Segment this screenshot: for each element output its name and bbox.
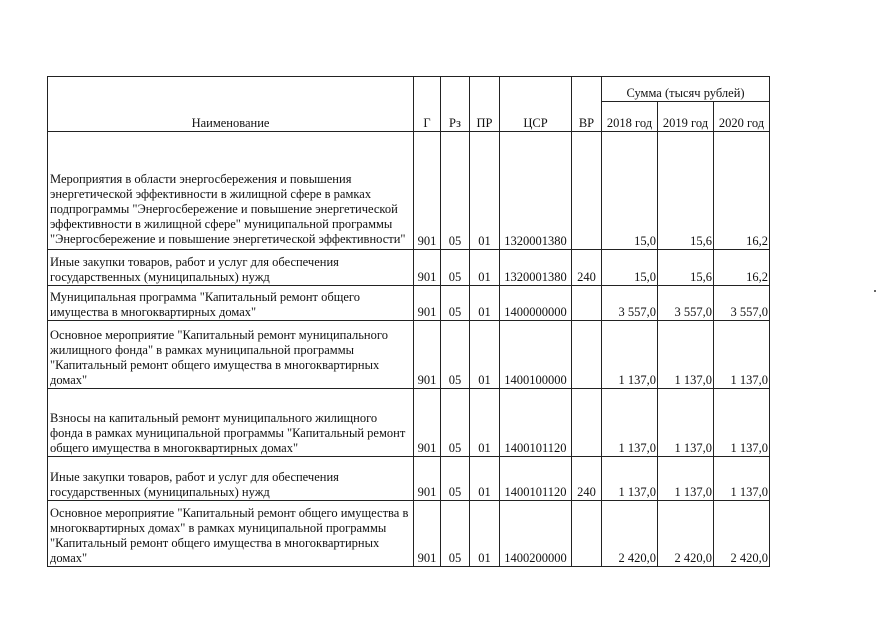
row-name: Основное мероприятие "Капитальный ремонт муниципального жилищного фонда" в рамках муниципальной программы "Капитальный ремонт общего имущества в многоквартирных домах"	[48, 321, 414, 389]
row-csr: 1320001380	[500, 132, 572, 250]
row-pr: 01	[470, 501, 500, 567]
row-rz: 05	[441, 457, 470, 501]
row-csr: 1400101120	[500, 457, 572, 501]
table-row	[48, 321, 770, 389]
row-pr: 01	[470, 286, 500, 321]
row-value-2019: 15,6	[658, 250, 714, 286]
row-pr: 01	[470, 389, 500, 457]
header-year-2020: 2020 год	[714, 102, 770, 132]
row-g: 901	[414, 286, 441, 321]
row-pr: 01	[470, 457, 500, 501]
row-rz: 05	[441, 321, 470, 389]
row-g: 901	[414, 250, 441, 286]
row-csr: 1400200000	[500, 501, 572, 567]
row-g: 901	[414, 501, 441, 567]
row-value-2020: 3 557,0	[714, 286, 770, 321]
row-value-2020: 16,2	[714, 250, 770, 286]
row-g: 901	[414, 389, 441, 457]
row-value-2020: 1 137,0	[714, 321, 770, 389]
row-vr: 240	[572, 250, 602, 286]
row-name: Основное мероприятие "Капитальный ремонт общего имущества в многоквартирных домах" в рамках муниципальной программы "Капитальный ремонт общего имущества в многоквартирных домах"	[48, 501, 414, 567]
row-value-2019: 3 557,0	[658, 286, 714, 321]
row-value-2018: 1 137,0	[602, 457, 658, 501]
row-rz: 05	[441, 250, 470, 286]
header-vr: ВР	[572, 77, 602, 132]
row-g: 901	[414, 132, 441, 250]
row-value-2019: 15,6	[658, 132, 714, 250]
header-row-top	[48, 77, 770, 102]
row-vr	[572, 389, 602, 457]
row-vr	[572, 286, 602, 321]
row-rz: 05	[441, 389, 470, 457]
table-row	[48, 250, 770, 286]
header-year-2018: 2018 год	[602, 102, 658, 132]
row-rz: 05	[441, 286, 470, 321]
row-value-2019: 2 420,0	[658, 501, 714, 567]
header-pr: ПР	[470, 77, 500, 132]
header-csr: ЦСР	[500, 77, 572, 132]
row-rz: 05	[441, 501, 470, 567]
row-pr: 01	[470, 132, 500, 250]
table-row	[48, 457, 770, 501]
header-g: Г	[414, 77, 441, 132]
row-name: Иные закупки товаров, работ и услуг для обеспечения государственных (муниципальных) нужд	[48, 457, 414, 501]
row-name: Муниципальная программа "Капитальный ремонт общего имущества в многоквартирных домах"	[48, 286, 414, 321]
row-csr: 1400101120	[500, 389, 572, 457]
row-csr: 1400000000	[500, 286, 572, 321]
header-sum: Сумма (тысяч рублей)	[602, 77, 770, 102]
row-csr: 1320001380	[500, 250, 572, 286]
row-name: Иные закупки товаров, работ и услуг для обеспечения государственных (муниципальных) нужд	[48, 250, 414, 286]
row-vr	[572, 501, 602, 567]
row-value-2019: 1 137,0	[658, 321, 714, 389]
row-pr: 01	[470, 250, 500, 286]
table-row	[48, 286, 770, 321]
row-vr	[572, 132, 602, 250]
row-value-2018: 2 420,0	[602, 501, 658, 567]
header-year-2019: 2019 год	[658, 102, 714, 132]
table-row	[48, 389, 770, 457]
row-rz: 05	[441, 132, 470, 250]
row-csr: 1400100000	[500, 321, 572, 389]
row-value-2020: 16,2	[714, 132, 770, 250]
row-value-2020: 1 137,0	[714, 457, 770, 501]
header-rz: Рз	[441, 77, 470, 132]
row-value-2018: 15,0	[602, 132, 658, 250]
row-value-2020: 1 137,0	[714, 389, 770, 457]
row-vr	[572, 321, 602, 389]
row-value-2018: 1 137,0	[602, 389, 658, 457]
header-name: Наименование	[48, 77, 414, 132]
row-name: Взносы на капитальный ремонт муниципального жилищного фонда в рамках муниципальной программы "Капитальный ремонт общего имущества в многоквартирных домах"	[48, 389, 414, 457]
budget-table	[47, 76, 770, 567]
row-name: Мероприятия в области энергосбережения и повышения энергетической эффективности в жилищной сфере в рамках подпрограммы "Энергосбережение и повышение энергетической эффективности в жилищной сфере" муниципальной программы "Энергосбережение и повышение энергетической эффективности"	[48, 132, 414, 250]
table-row	[48, 501, 770, 567]
row-g: 901	[414, 321, 441, 389]
row-value-2018: 1 137,0	[602, 321, 658, 389]
row-value-2019: 1 137,0	[658, 457, 714, 501]
table-row	[48, 132, 770, 250]
row-pr: 01	[470, 321, 500, 389]
row-value-2018: 15,0	[602, 250, 658, 286]
row-vr: 240	[572, 457, 602, 501]
row-value-2018: 3 557,0	[602, 286, 658, 321]
row-g: 901	[414, 457, 441, 501]
row-value-2020: 2 420,0	[714, 501, 770, 567]
row-value-2019: 1 137,0	[658, 389, 714, 457]
scan-speck	[874, 290, 876, 292]
